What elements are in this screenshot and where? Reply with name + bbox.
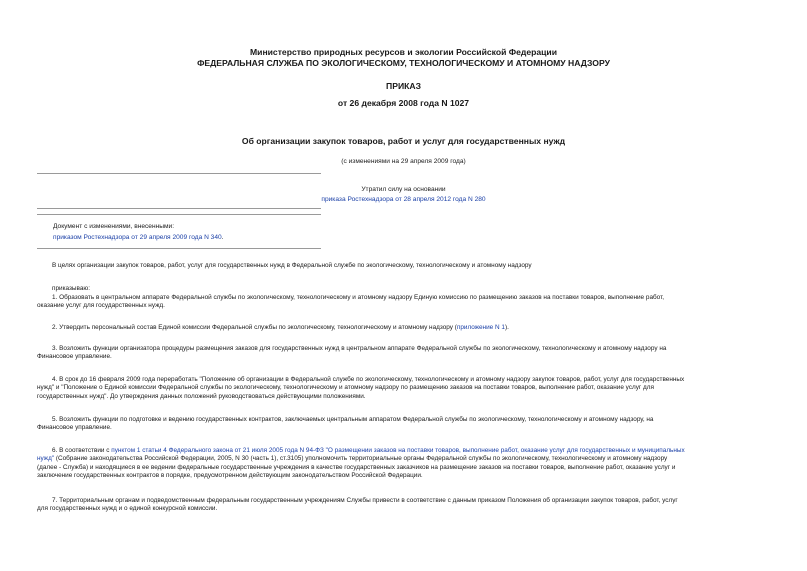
paragraph-7: 7. Территориальным органам и подведомственным федеральным государственным учреждениям Службы привести в соответствие с данным приказом Положения об организации закупок товаров, работ, услуг для государственных нужд и о единой конкурсной комиссии. [37,497,678,513]
amendment-note: (с изменениями на 29 апреля 2009 года) [341,158,466,165]
repeal-text: Утратил силу на основании [361,186,446,193]
paragraph-4: 4. В срок до 16 февраля 2009 года переработать "Положение об организации в Федеральной службе по экологическому, технологическому и атомному надзору закупок товаров, работ, услуг для государственных нужд" и "Положение о Единой комиссии Федеральной службы по экологическому, технологическому и атомному надзору по размещению заказов на поставки товаров, выполнение работ, оказание услуг для государственных нужд". До утверждения данных положений руководствоваться действующими положениями. [37,376,685,400]
paragraph-6: 6. В соответствии с пунктом 1 статьи 4 Федерального закона от 21 июля 2005 года N 94-ФЗ "О размещении заказов на поставки товаров, выполнение работ, оказание услуг для государственных и муниципальных нужд" (Собрание законодательства Российской Федерации, 2005, N 30 (часть 1), ст.3105) уполномочить территориальные органы Федеральной службы по экологическому, технологическому и атомному надзору (далее - Служба) и находящиеся в ее ведении федеральные государственные учреждения в качестве государственных заказчиков на размещение заказов на поставки товаров, выполнение работ, оказание услуг и заключение государственных контрактов в порядке, предусмотренном действующим законодательством Российской Федерации. [37,447,685,479]
law-article-link[interactable]: пунктом 1 статьи 4 Федерального закона от 21 июля 2005 года N 94-ФЗ [111,447,324,454]
changes-label: Документ с изменениями, внесенными: [53,223,175,230]
appendix-1-link[interactable]: приложение N 1 [456,324,505,331]
document-title: Об организации закупок товаров, работ и услуг для государственных нужд [241,136,566,146]
service-name: ФЕДЕРАЛЬНАЯ СЛУЖБА ПО ЭКОЛОГИЧЕСКОМУ, ТЕХНОЛОГИЧЕСКОМУ И АТОМНОМУ НАДЗОРУ [197,58,610,68]
document-type: ПРИКАЗ [386,81,421,91]
paragraph-2: 2. Утвердить персональный состав Единой комиссии Федеральной службы по экологическому, технологическому и атомному надзору (приложение N 1). [52,324,509,331]
document-date-number: от 26 декабря 2008 года N 1027 [337,98,470,108]
law-title-link-end[interactable]: нужд" [37,455,55,463]
separator-line [37,214,321,215]
law-title-link[interactable]: "О размещении заказов на поставки товаров, выполнение работ, оказание услуг для государственных и муниципальных [325,447,685,454]
separator-line [37,248,321,249]
changes-note: приказом Ростехнадзора от 29 апреля 2009 года N 340. [53,234,224,241]
separator-line [37,173,321,174]
order-word: приказываю: [52,285,90,292]
separator-line [37,208,321,209]
paragraph-3: 3. Возложить функции организатора процедуры размещения заказов для государственных нужд в центральном аппарате Федеральной службы по экологическому, технологическому и атомному надзору на Финансовое управление. [37,345,667,361]
ministry-name: Министерство природных ресурсов и экологии Российской Федерации [250,47,557,57]
repeal-link[interactable]: приказа Ростехнадзора от 28 апреля 2012 года N 280 [321,196,486,203]
paragraph-1: 1. Образовать в центральном аппарате Федеральной службы по экологическому, технологическому и атомному надзору Единую комиссию по размещению заказов на поставки товаров, выполнение работ, оказание услуг для государственных нужд. [37,294,665,310]
preamble: В целях организации закупок товаров, работ, услуг для государственных нужд в Федеральной службе по экологическому, технологическому и атомному надзору [52,262,532,269]
changes-link[interactable]: приказом Ростехнадзора от 29 апреля 2009 года N 340 [53,234,222,241]
paragraph-5: 5. Возложить функции по подготовке и ведению государственных контрактов, заключаемых центральным аппаратом Федеральной службы по экологическому, технологическому и атомному надзору, на Финансовое управление. [37,416,654,432]
